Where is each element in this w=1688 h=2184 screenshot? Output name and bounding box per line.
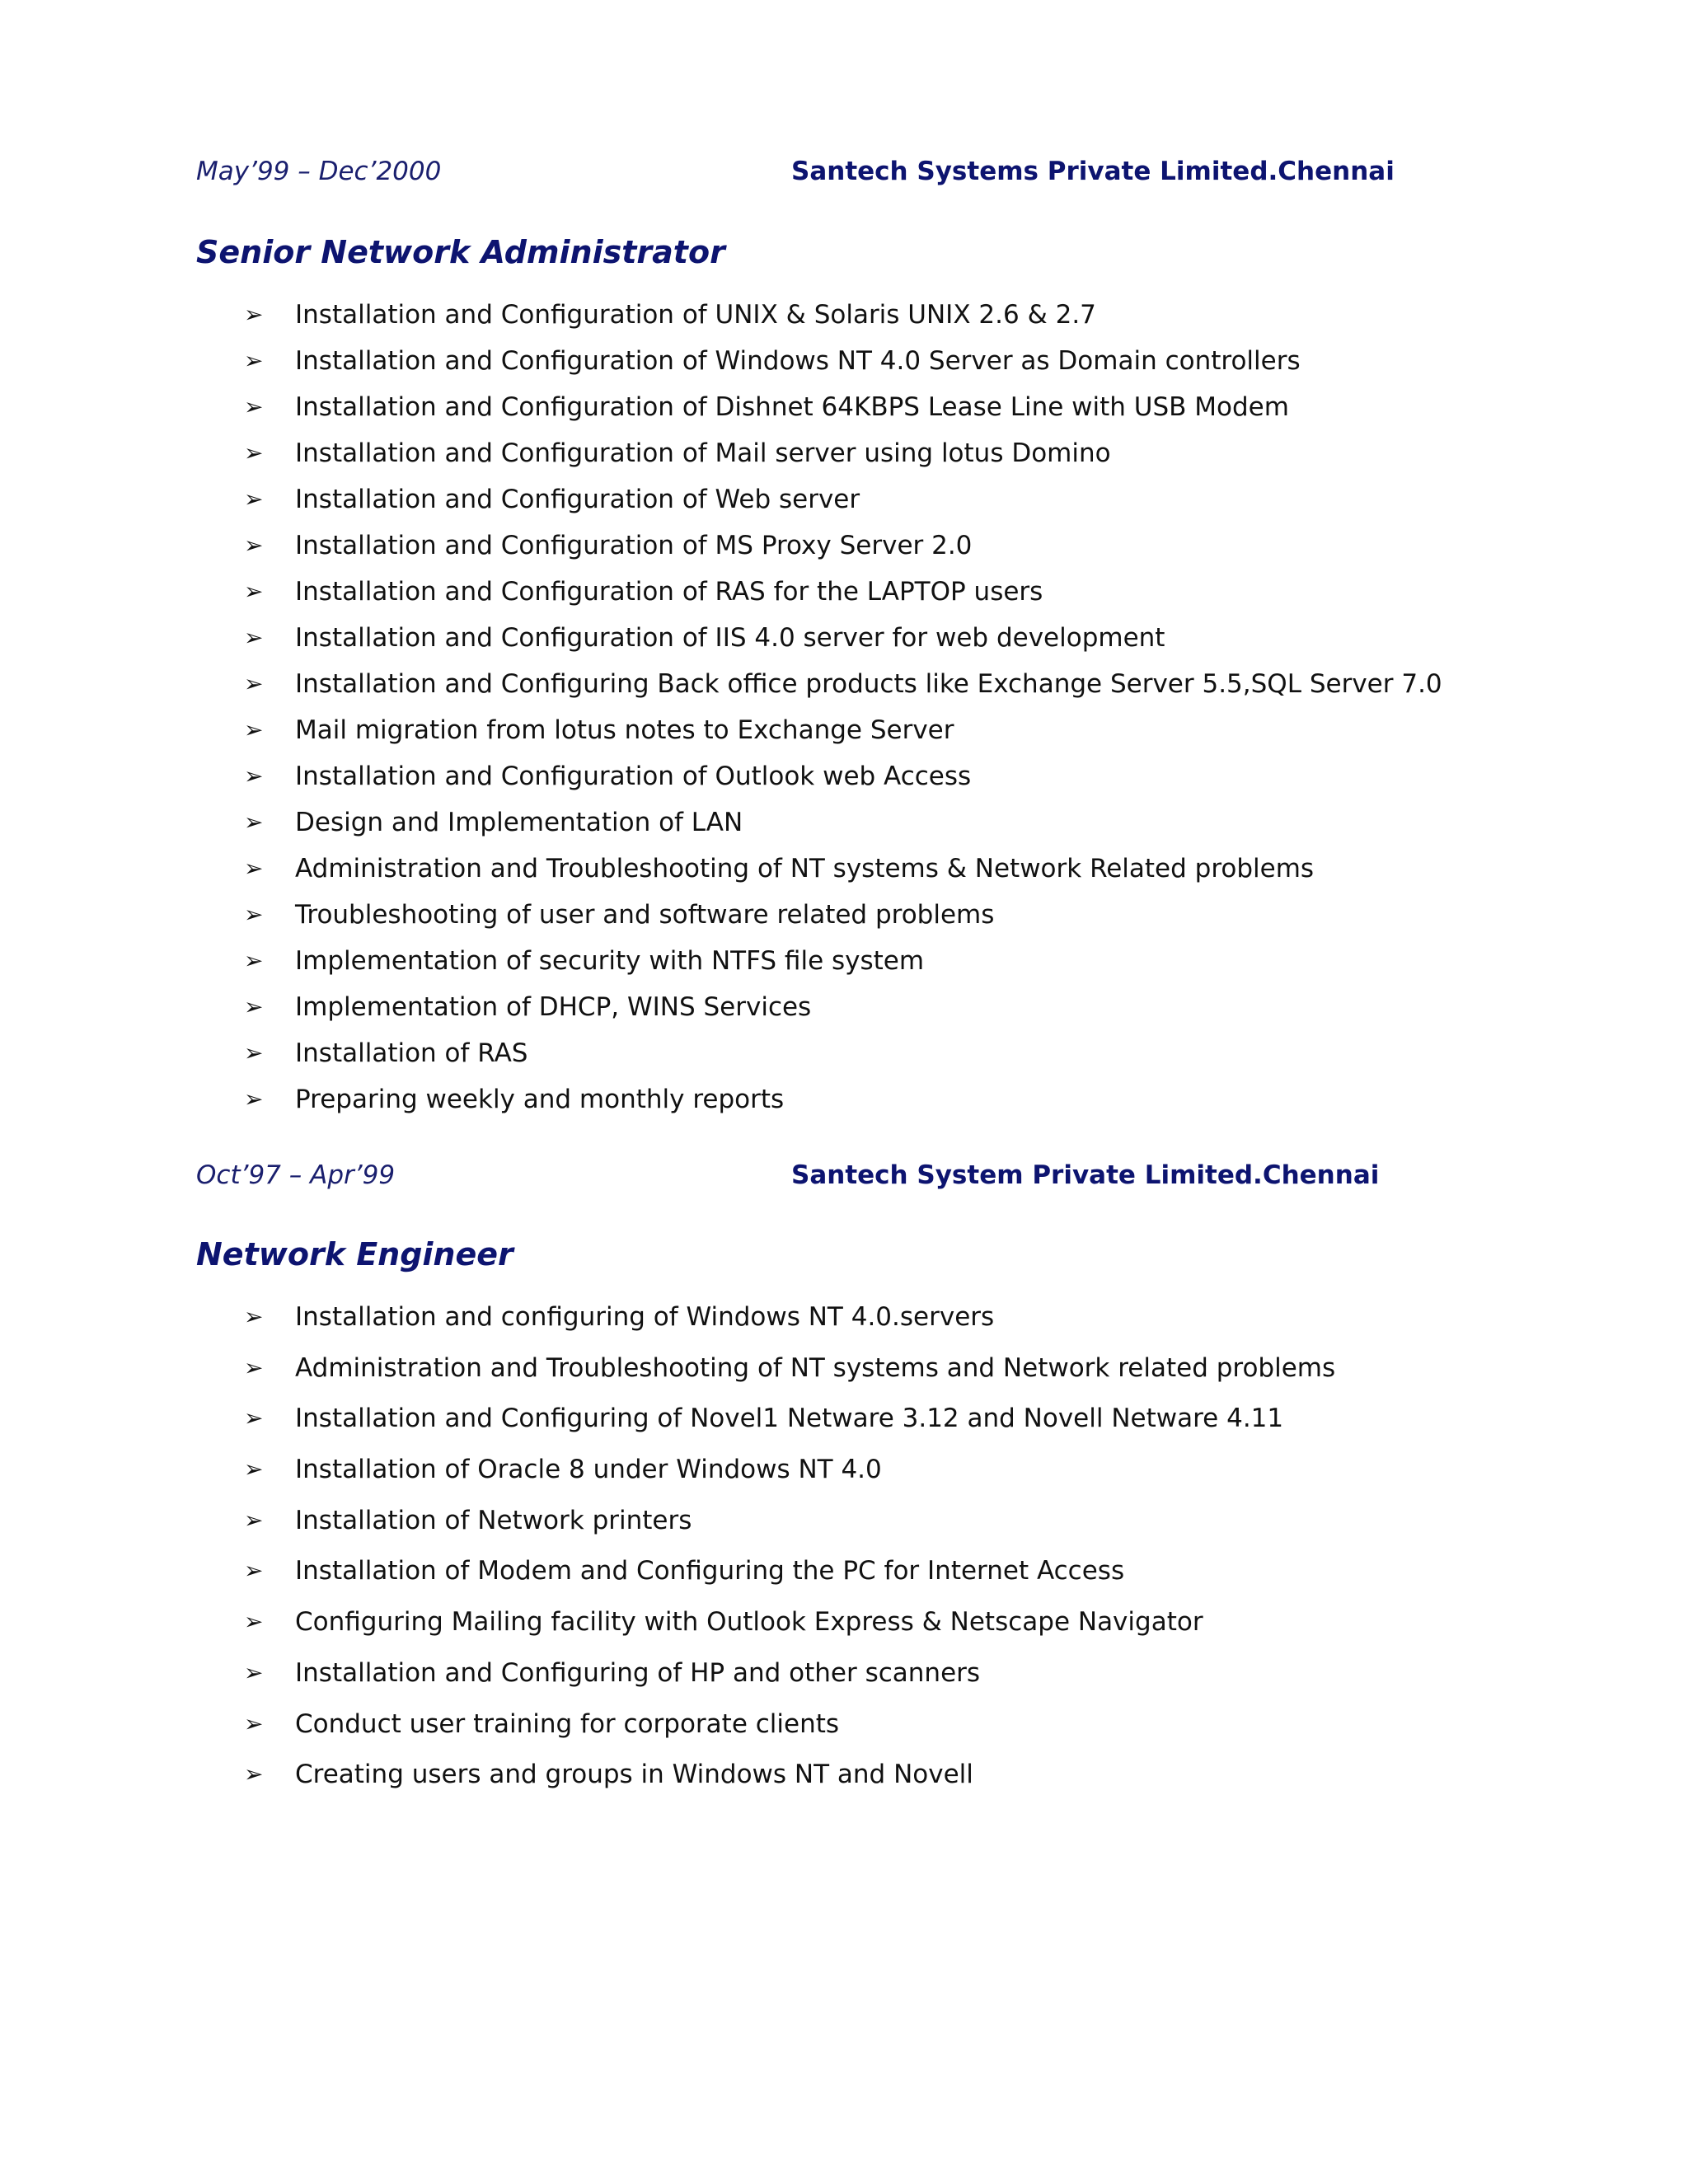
duty-text: Implementation of DHCP, WINS Services	[295, 992, 812, 1022]
duty-text: Administration and Troubleshooting of NT systems and Network related problems	[295, 1352, 1336, 1383]
duty-text: Installation and Configuration of Dishnet 64KBPS Lease Line with USB Modem	[295, 392, 1289, 422]
duty-list-item	[244, 1301, 1335, 1352]
arrowhead-bullet-icon: ➢	[244, 1506, 264, 1534]
duty-text: Installation and Configuration of UNIX & Solaris UNIX 2.6 & 2.7	[295, 300, 1096, 330]
job-title: Network Engineer	[196, 1236, 513, 1272]
arrowhead-bullet-icon: ➢	[244, 301, 264, 328]
duty-list-item	[244, 991, 1442, 1037]
duty-list-item	[244, 898, 1442, 944]
job-date-range: Oct’97 – Apr’99	[196, 1160, 396, 1190]
duty-list-item	[244, 1504, 1335, 1555]
job-company: Santech Systems Private Limited.Chennai	[791, 157, 1395, 186]
duty-list-item	[244, 391, 1442, 437]
duty-text: Installation and Configuring Back office products like Exchange Server 5.5,SQL Server 7.0	[295, 669, 1442, 699]
duty-list-item	[244, 575, 1442, 621]
duty-text: Installation and Configuration of RAS for the LAPTOP users	[295, 577, 1043, 607]
duty-text: Creating users and groups in Windows NT and Novell	[295, 1760, 973, 1790]
duty-list-item	[244, 944, 1442, 991]
duty-text: Troubleshooting of user and software related problems	[295, 900, 995, 930]
duty-text: Installation and configuring of Windows NT 4.0.servers	[295, 1302, 995, 1332]
duty-list-item	[244, 1083, 1442, 1129]
arrowhead-bullet-icon: ➢	[244, 670, 264, 697]
arrowhead-bullet-icon: ➢	[244, 716, 264, 743]
arrowhead-bullet-icon: ➢	[244, 808, 264, 836]
arrowhead-bullet-icon: ➢	[244, 1557, 264, 1585]
duty-list-item	[244, 529, 1442, 575]
duty-list-item	[244, 1554, 1335, 1605]
job-company: Santech System Private Limited.Chennai	[791, 1160, 1380, 1190]
job-header-1	[196, 157, 1482, 198]
duty-text: Installation of Modem and Configuring the PC for Internet Access	[295, 1556, 1125, 1586]
duty-list-item	[244, 806, 1442, 852]
duty-text: Installation and Configuration of Outlook web Access	[295, 762, 972, 791]
arrowhead-bullet-icon: ➢	[244, 439, 264, 466]
duty-list-item	[244, 668, 1442, 714]
duty-list-item	[244, 483, 1442, 529]
job-date-range: May’99 – Dec’2000	[196, 157, 442, 186]
duty-text: Installation of Oracle 8 under Windows NT 4.0	[295, 1455, 882, 1485]
arrowhead-bullet-icon: ➢	[244, 901, 264, 928]
arrowhead-bullet-icon: ➢	[244, 947, 264, 974]
duty-text: Installation and Configuring of HP and other scanners	[295, 1657, 981, 1688]
arrowhead-bullet-icon: ➢	[244, 532, 264, 559]
duty-text: Preparing weekly and monthly reports	[295, 1085, 785, 1114]
duty-list-item	[244, 1708, 1335, 1759]
arrowhead-bullet-icon: ➢	[244, 1608, 264, 1636]
duty-text: Installation and Configuring of Novel1 Netware 3.12 and Novell Netware 4.11	[295, 1404, 1284, 1434]
duty-list-item	[244, 1402, 1335, 1453]
duty-text: Installation and Configuration of IIS 4.0 server for web development	[295, 623, 1165, 653]
duty-list-item	[244, 1758, 1335, 1809]
arrowhead-bullet-icon: ➢	[244, 347, 264, 374]
arrowhead-bullet-icon: ➢	[244, 1455, 264, 1483]
duty-text: Design and Implementation of LAN	[295, 808, 743, 837]
job-title: Senior Network Administrator	[196, 234, 725, 270]
duty-text: Installation and Configuration of Mail server using lotus Domino	[295, 438, 1111, 468]
duty-list-item	[244, 1037, 1442, 1083]
duty-list-item	[244, 298, 1442, 344]
arrowhead-bullet-icon: ➢	[244, 762, 264, 790]
arrowhead-bullet-icon: ➢	[244, 855, 264, 882]
job-duties-list-1	[244, 298, 1442, 1129]
arrowhead-bullet-icon: ➢	[244, 1404, 264, 1432]
duty-list-item	[244, 1453, 1335, 1504]
job-duties-list-2	[244, 1301, 1335, 1809]
job-header-2	[196, 1160, 1482, 1202]
duty-list-item	[244, 852, 1442, 898]
arrowhead-bullet-icon: ➢	[244, 485, 264, 513]
duty-text: Configuring Mailing facility with Outlook Express & Netscape Navigator	[295, 1607, 1203, 1638]
arrowhead-bullet-icon: ➢	[244, 1039, 264, 1066]
duty-list-item	[244, 1605, 1335, 1657]
arrowhead-bullet-icon: ➢	[244, 1709, 264, 1737]
duty-text: Installation and Configuration of Web server	[295, 485, 860, 514]
duty-list-item	[244, 760, 1442, 806]
arrowhead-bullet-icon: ➢	[244, 1353, 264, 1381]
duty-text: Implementation of security with NTFS file system	[295, 946, 925, 976]
arrowhead-bullet-icon: ➢	[244, 578, 264, 605]
arrowhead-bullet-icon: ➢	[244, 993, 264, 1020]
duty-text: Administration and Troubleshooting of NT systems & Network Related problems	[295, 854, 1315, 883]
arrowhead-bullet-icon: ➢	[244, 393, 264, 420]
duty-text: Installation of Network printers	[295, 1505, 692, 1535]
duty-list-item	[244, 1657, 1335, 1708]
duty-list-item	[244, 437, 1442, 483]
arrowhead-bullet-icon: ➢	[244, 1303, 264, 1330]
arrowhead-bullet-icon: ➢	[244, 1760, 264, 1788]
duty-text: Mail migration from lotus notes to Exchange Server	[295, 715, 954, 745]
duty-list-item	[244, 621, 1442, 668]
duty-text: Installation and Configuration of Windows NT 4.0 Server as Domain controllers	[295, 346, 1301, 376]
duty-text: Conduct user training for corporate clients	[295, 1708, 840, 1739]
arrowhead-bullet-icon: ➢	[244, 624, 264, 651]
arrowhead-bullet-icon: ➢	[244, 1085, 264, 1113]
duty-text: Installation of RAS	[295, 1038, 528, 1068]
arrowhead-bullet-icon: ➢	[244, 1658, 264, 1686]
duty-list-item	[244, 344, 1442, 391]
duty-text: Installation and Configuration of MS Proxy Server 2.0	[295, 531, 973, 560]
duty-list-item	[244, 1352, 1335, 1403]
duty-list-item	[244, 714, 1442, 760]
